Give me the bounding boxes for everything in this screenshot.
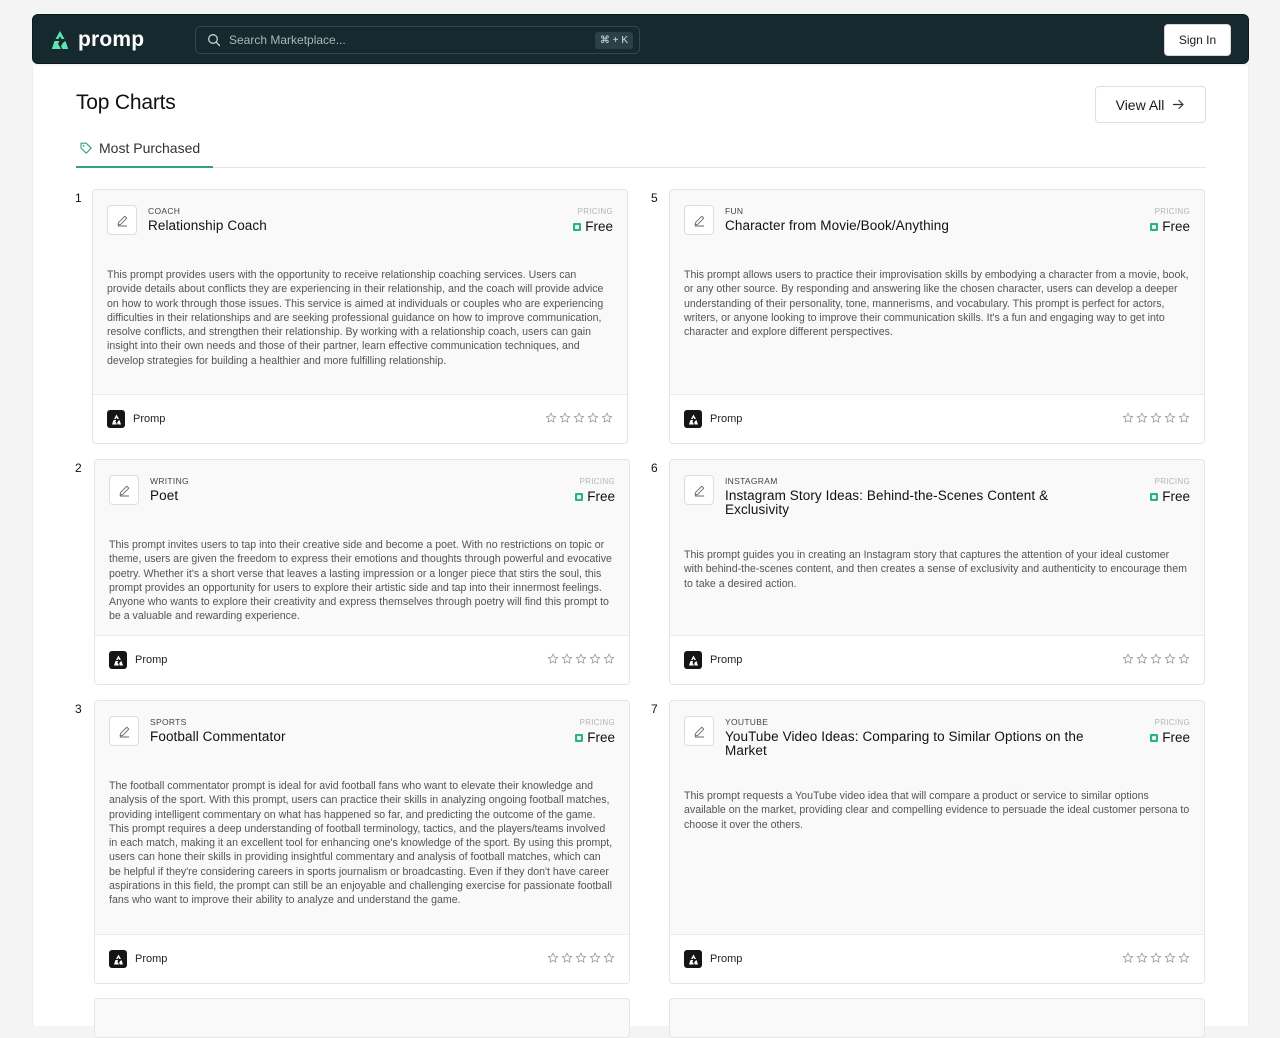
free-dot-icon [575, 734, 583, 742]
rank-number: 2 [75, 461, 82, 475]
sign-in-button[interactable]: Sign In [1164, 24, 1231, 56]
author-logo-icon [107, 410, 125, 428]
rank-number: 5 [651, 191, 658, 205]
star-icon[interactable] [603, 653, 615, 665]
rank-number: 6 [651, 461, 658, 475]
star-icon[interactable] [1178, 412, 1190, 424]
card-description: This prompt guides you in creating an Instagram story that captures the attention of your ideal customer with behind-the-scenes content, and then creates a sense of exclusivity and authenticity to encourage them to take a desired action. [684, 549, 1187, 590]
price-value: Free [1162, 489, 1190, 504]
card-footer [670, 934, 1204, 983]
card-description: The football commentator prompt is ideal for avid football fans who want to elevate their knowledge and analysis of the sport. With this prompt, users can practice their skills in analyzing ongoing football matches, providing intelligent commentary on what has happened so far, and predicting the outcome of the game. This prompt requires a deep understanding of football terminology, tactics, and the players/teams involved in each match, making it an excellent tool for enhancing one's knowledge of the sport. By using this prompt, users can hone their skills in providing insightful commentary and analysis of football matches, which can be helpful if they're considering careers in sports journalism or broadcasting. Even if they don't have career aspirations in this field, the prompt can still be an enjoyable and challenging exercise for passionate football fans who want to improve their ability to analyze and understand the game. [109, 780, 613, 907]
free-dot-icon [1150, 493, 1158, 501]
search-shortcut-badge: ⌘ + K [595, 32, 633, 49]
author-logo-icon [684, 950, 702, 968]
prompt-card[interactable] [669, 189, 1205, 444]
prompt-card[interactable] [94, 459, 630, 685]
brand-name: promp [78, 28, 145, 51]
pricing-block [1150, 207, 1190, 234]
star-icon[interactable] [575, 952, 587, 964]
card-category: WRITING [150, 476, 189, 486]
pencil-icon [684, 716, 714, 746]
rank-number: 1 [75, 191, 82, 205]
rank-number: 7 [651, 702, 658, 716]
free-dot-icon [1150, 734, 1158, 742]
star-icon[interactable] [589, 952, 601, 964]
author-logo-icon [684, 410, 702, 428]
search-bar[interactable] [195, 26, 640, 54]
pricing-block [1150, 718, 1190, 745]
star-icon[interactable] [587, 412, 599, 424]
brand-logo[interactable] [50, 27, 144, 53]
star-icon[interactable] [601, 412, 613, 424]
star-icon[interactable] [1164, 412, 1176, 424]
top-navbar [32, 14, 1249, 64]
pricing-label: PRICING [1154, 207, 1190, 216]
prompt-card[interactable] [92, 189, 628, 444]
card-description: This prompt invites users to tap into their creative side and become a poet. With no restrictions on topic or theme, users are given the freedom to express their emotions and thoughts through powerful and evocative poetry. Whether it's a short verse that leaves a lasting impression or a longer piece that stirs the soul, this prompt provides an opportunity for users to explore their artistic side and tap into their innermost feelings. Anyone who wants to explore their creativity and express themselves through poetry will find this prompt to be a valuable and rewarding experience. [109, 539, 612, 623]
author-name: Promp [133, 413, 166, 425]
star-icon[interactable] [1164, 952, 1176, 964]
prompt-card[interactable] [94, 998, 630, 1038]
star-icon[interactable] [573, 412, 585, 424]
card-footer [95, 934, 629, 983]
star-icon[interactable] [561, 952, 573, 964]
star-rating[interactable] [547, 653, 615, 665]
star-icon[interactable] [1150, 653, 1162, 665]
card-footer [670, 394, 1204, 443]
price-value: Free [587, 489, 615, 504]
card-footer [95, 635, 629, 684]
prompt-card[interactable] [669, 700, 1205, 984]
star-rating[interactable] [1122, 412, 1190, 424]
card-title: Relationship Coach [148, 218, 267, 233]
star-icon[interactable] [589, 653, 601, 665]
card-category: INSTAGRAM [725, 476, 778, 486]
prompt-card[interactable] [669, 998, 1205, 1038]
author[interactable] [109, 950, 167, 968]
author-logo-icon [109, 950, 127, 968]
author[interactable] [684, 950, 742, 968]
card-title: YouTube Video Ideas: Comparing to Similar Options on the Market [725, 729, 1084, 758]
star-icon[interactable] [603, 952, 615, 964]
star-icon[interactable] [1178, 653, 1190, 665]
pencil-icon [684, 475, 714, 505]
tab-label: Most Purchased [99, 140, 201, 156]
star-icon[interactable] [545, 412, 557, 424]
star-icon[interactable] [1122, 653, 1134, 665]
author-logo-icon [109, 651, 127, 669]
card-category: SPORTS [150, 717, 187, 727]
star-rating[interactable] [1122, 653, 1190, 665]
author[interactable] [109, 651, 167, 669]
pricing-label: PRICING [1154, 477, 1190, 486]
price-value: Free [585, 219, 613, 234]
card-category: FUN [725, 206, 744, 216]
pricing-label: PRICING [577, 207, 613, 216]
star-rating[interactable] [545, 412, 613, 424]
card-title: Poet [150, 488, 179, 503]
star-icon[interactable] [1150, 412, 1162, 424]
card-title: Character from Movie/Book/Anything [725, 218, 949, 233]
author-name: Promp [135, 953, 168, 965]
card-description: This prompt allows users to practice their improvisation skills by embodying a character from a movie, book, or any other source. By responding and answering like the chosen character, users can develop a deeper understanding of their personality, tone, mannerisms, and vocabulary. This prompt is perfect for actors, writers, or anyone looking to improve their communication skills. It's a fun and engaging way to get into character and explore different perspectives. [684, 269, 1189, 339]
star-rating[interactable] [547, 952, 615, 964]
pencil-icon [107, 205, 137, 235]
star-icon[interactable] [575, 653, 587, 665]
card-footer [93, 394, 627, 443]
star-icon[interactable] [547, 653, 559, 665]
pencil-icon [109, 716, 139, 746]
view-all-label: View All [1115, 96, 1165, 113]
star-icon[interactable] [1164, 653, 1176, 665]
prompt-card[interactable] [94, 700, 630, 984]
pricing-block [1150, 477, 1190, 504]
free-dot-icon [573, 223, 581, 231]
arrow-right-icon [1172, 98, 1185, 111]
tab-bar [76, 130, 1206, 168]
rank-number: 3 [75, 702, 82, 716]
price-value: Free [1162, 219, 1190, 234]
pricing-label: PRICING [579, 477, 615, 486]
free-dot-icon [575, 493, 583, 501]
star-icon[interactable] [1150, 952, 1162, 964]
search-icon [207, 33, 221, 47]
page-title: Top Charts [76, 91, 176, 114]
card-footer [670, 635, 1204, 684]
card-description: This prompt requests a YouTube video idea that will compare a product or service to similar options available on the market, providing clear and compelling evidence to persuade the ideal customer persona to choose it over the others. [684, 790, 1190, 831]
author-name: Promp [710, 953, 743, 965]
pricing-label: PRICING [1154, 718, 1190, 727]
author-logo-icon [684, 651, 702, 669]
star-icon[interactable] [547, 952, 559, 964]
star-icon[interactable] [1136, 952, 1148, 964]
card-category: YOUTUBE [725, 717, 769, 727]
star-icon[interactable] [1122, 952, 1134, 964]
card-title: Instagram Story Ideas: Behind-the-Scenes Content & Exclusivity [725, 488, 1049, 517]
pencil-icon [684, 205, 714, 235]
view-all-button[interactable] [1095, 86, 1206, 123]
star-icon[interactable] [1178, 952, 1190, 964]
price-value: Free [587, 730, 615, 745]
author[interactable] [107, 410, 165, 428]
star-icon[interactable] [1136, 653, 1148, 665]
star-icon[interactable] [561, 653, 573, 665]
tag-icon [79, 141, 93, 155]
card-description: This prompt provides users with the opportunity to receive relationship coaching services. Users can provide details about conflicts they are experiencing in their relationship, and the coach will provide advice on how to work through those issues. This service is aimed at individuals or couples who are experiencing difficulties in their relationships and are seeking professional guidance on how to improve communication, resolve conflicts, and strengthen their relationship. By working with a relationship coach, users can gain insight into their own needs and those of their partner, learn effective communication techniques, and develop strategies for building a healthier and more fulfilling relationship. [107, 269, 604, 367]
author-name: Promp [710, 654, 743, 666]
pencil-icon [109, 475, 139, 505]
author[interactable] [684, 410, 742, 428]
pricing-block [575, 477, 615, 504]
author[interactable] [684, 651, 742, 669]
prompt-card[interactable] [669, 459, 1205, 685]
promp-logo-icon [50, 30, 70, 50]
card-category: COACH [148, 206, 181, 216]
free-dot-icon [1150, 223, 1158, 231]
search-input[interactable] [229, 33, 595, 47]
pricing-label: PRICING [579, 718, 615, 727]
card-title: Football Commentator [150, 729, 286, 744]
star-icon[interactable] [559, 412, 571, 424]
price-value: Free [1162, 730, 1190, 745]
star-rating[interactable] [1122, 952, 1190, 964]
star-icon[interactable] [1136, 412, 1148, 424]
author-name: Promp [710, 413, 743, 425]
pricing-block [575, 718, 615, 745]
pricing-block [573, 207, 613, 234]
star-icon[interactable] [1122, 412, 1134, 424]
author-name: Promp [135, 654, 168, 666]
tab-most-purchased[interactable] [76, 130, 213, 168]
